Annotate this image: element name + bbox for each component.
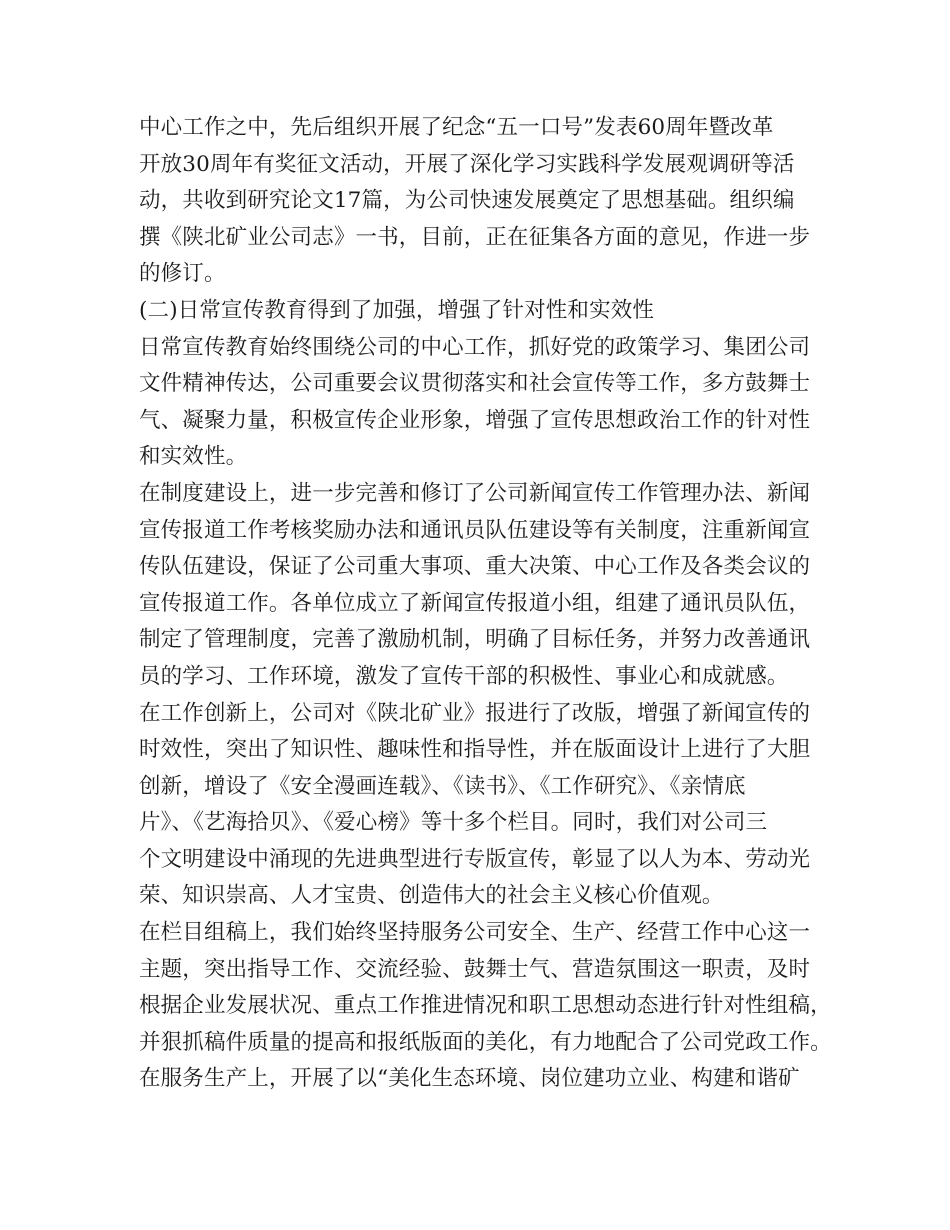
text-line: 并狠抓稿件质量的提高和报纸版面的美化，有力地配合了公司党政工作。 [139,1029,832,1055]
text-line: 开放30周年有奖征文活动，开展了深化学习实践科学发展观调研等活 [139,151,795,177]
text-line: 员的学习、工作环境，激发了宣传干部的积极性、事业心和成就感。 [139,663,789,689]
text-line: 制定了管理制度，完善了激励机制，明确了目标任务，并努力改善通讯 [139,627,811,653]
text-line: 时效性，突出了知识性、趣味性和指导性，并在版面设计上进行了大胆 [139,737,811,763]
text-line: 宣传报道工作。各单位成立了新闻宣传报道小组，组建了通讯员队伍， [139,590,811,616]
text-line: 荣、知识崇高、人才宝贵、创造伟大的社会主义核心价值观。 [139,883,724,909]
text-line: 个文明建设中涌现的先进典型进行专版宣传，彰显了以人为本、劳动光 [139,846,811,872]
text-line: 宣传报道工作考核奖励办法和通讯员队伍建设等有关制度，注重新闻宣 [139,517,811,543]
section-heading: (二)日常宣传教育得到了加强，增强了针对性和实效性 [139,297,655,323]
text-line: 片》、《艺海拾贝》、《爱心榜》等十多个栏目。同时，我们对公司三 [139,810,768,836]
text-line: 中心工作之中，先后组织开展了纪念“五一口号”发表60周年暨改革 [139,115,774,140]
text-line: 日常宣传教育始终围绕公司的中心工作，抓好党的政策学习、集团公司 [139,334,811,360]
text-line: 在制度建设上，进一步完善和修订了公司新闻宣传工作管理办法、新闻 [139,480,811,506]
text-line: 气、凝聚力量，积极宣传企业形象，增强了宣传思想政治工作的针对性 [139,407,811,433]
text-line: 和实效性。 [139,444,248,470]
text-line: 撰《陕北矿业公司志》一书，目前，正在征集各方面的意见，作进一步 [139,224,811,250]
text-line: 文件精神传达，公司重要会议贯彻落实和社会宣传等工作，多方鼓舞士 [139,371,811,397]
text-line: 在栏目组稿上，我们始终坚持服务公司安全、生产、经营工作中心这一 [139,920,811,946]
document-body [139,110,832,1098]
text-line: 传队伍建设，保证了公司重大事项、重大决策、中心工作及各类会议的 [139,554,811,580]
text-line: 主题，突出指导工作、交流经验、鼓舞士气、营造氛围这一职责，及时 [139,956,811,982]
text-line: 根据企业发展状况、重点工作推进情况和职工思想动态进行针对性组稿， [139,993,832,1019]
text-line: 创新，增设了《安全漫画连载》、《读书》、《工作研究》、《亲情底 [139,773,746,799]
text-line: 动，共收到研究论文17篇，为公司快速发展奠定了思想基础。组织编 [139,188,795,214]
text-line: 在服务生产上，开展了以“美化生态环境、岗位建功立业、构建和谐矿 [139,1066,800,1092]
text-line: 的修订。 [139,261,226,287]
text-line: 在工作创新上，公司对《陕北矿业》报进行了改版，增强了新闻宣传的 [139,700,811,726]
